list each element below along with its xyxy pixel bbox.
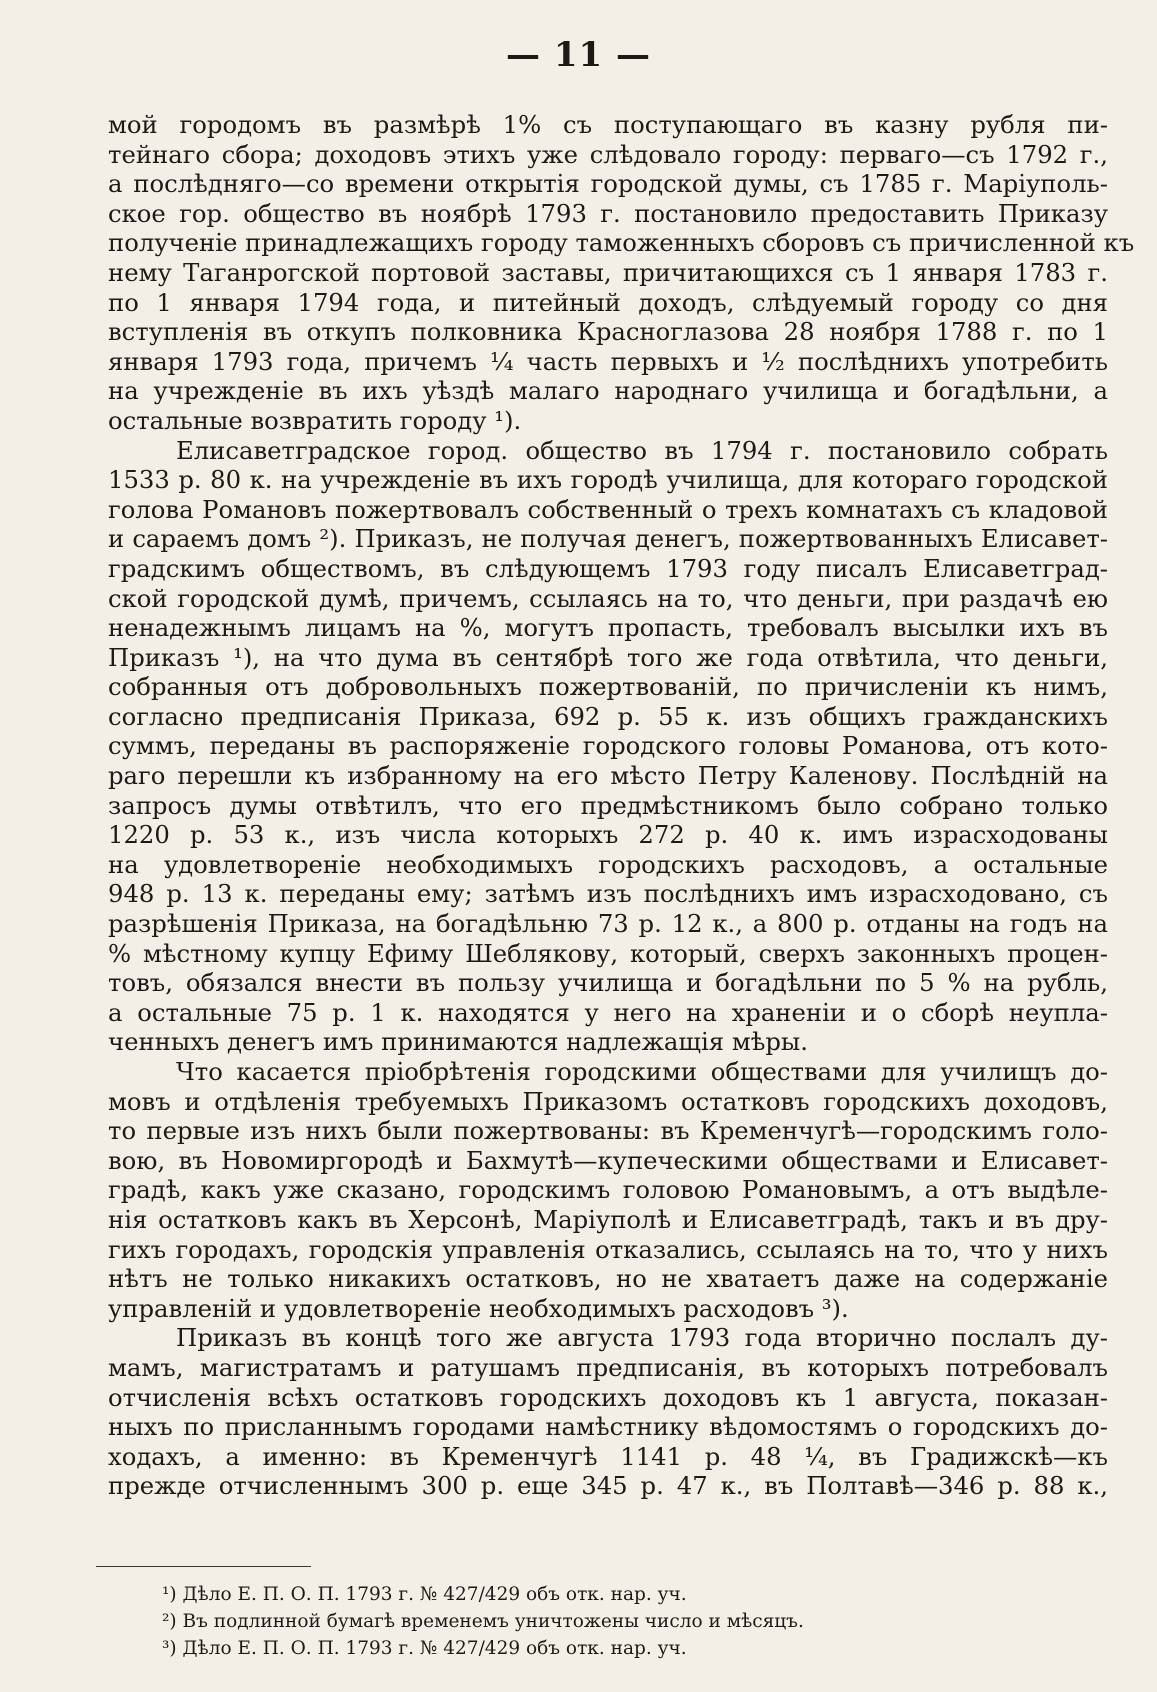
footnotes — [162, 1581, 1062, 1662]
text-line: ныхъ по присланнымъ городами намѣстнику вѣдомостямъ о городскихъ до- — [108, 1412, 1108, 1442]
footnote-1: ¹) Дѣло Е. П. О. П. 1793 г. № 427/429 объ отк. нар. уч. — [162, 1584, 687, 1605]
text-line: ходахъ, а именно: въ Кременчугѣ 1141 р. 48 ¼, въ Градижскѣ—къ — [108, 1441, 1108, 1471]
text-line: ченныхъ денегъ имъ принимаются надлежащія мѣры. — [108, 1027, 808, 1057]
text-line: голова Романовъ пожертвовалъ собственный о трехъ комнатахъ съ кладовой — [108, 494, 1108, 524]
text-line: на удовлетвореніе необходимыхъ городскихъ расходовъ, а остальные — [108, 849, 1108, 879]
paragraph-2 — [108, 436, 1108, 1057]
text-line: января 1793 года, причемъ ¼ часть первыхъ и ½ послѣднихъ употребить — [108, 346, 1108, 376]
text-line: % мѣстному купцу Ефиму Шеблякову, который, сверхъ законныхъ процен- — [108, 938, 1108, 968]
text-line: 1220 р. 53 к., изъ числа которыхъ 272 р. 40 к. имъ израсходованы — [108, 820, 1108, 850]
text-line: согласно предписанія Приказа, 692 р. 55 к. изъ общихъ гражданскихъ — [108, 701, 1108, 731]
text-line: тейнаго сбора; доходовъ этихъ уже слѣдовало городу: перваго—съ 1792 г., — [108, 139, 1108, 169]
text-line: нія остатковъ какъ въ Херсонѣ, Маріуполѣ и Елисаветградѣ, такъ и въ дру- — [108, 1204, 1108, 1234]
text-line: разрѣшенія Приказа, на богадѣльню 73 р. 12 к., а 800 р. отданы на годъ на — [108, 909, 1108, 939]
text-line: вою, въ Новомиргородѣ и Бахмутѣ—купеческими обществами и Елисавет- — [108, 1145, 1108, 1175]
text-line: 948 р. 13 к. переданы ему; затѣмъ изъ послѣднихъ имъ израсходовано, съ — [108, 879, 1108, 909]
text-line: полученіе принадлежащихъ городу таможенныхъ сборовъ съ причисленной къ — [108, 228, 1135, 258]
text-line: а остальные 75 р. 1 к. находятся у него на храненіи и о сборѣ неупла- — [108, 997, 1108, 1027]
paragraph-4 — [108, 1323, 1108, 1501]
paragraph-3 — [108, 1057, 1108, 1323]
text-line: собранныя отъ добровольныхъ пожертвованій, по причисленіи къ нимъ, — [108, 672, 1108, 702]
text-line: мовъ и отдѣленія требуемыхъ Приказомъ остатковъ городскихъ доходовъ, — [108, 1086, 1108, 1116]
text-line: запросъ думы отвѣтилъ, что его предмѣстникомъ было собрано только — [108, 790, 1108, 820]
paragraph-1 — [108, 110, 1135, 436]
text-line: градѣ, какъ уже сказано, городскимъ головою Романовымъ, а отъ выдѣле- — [108, 1175, 1108, 1205]
text-line: то первые изъ нихъ были пожертвованы: въ Кременчугѣ—городскимъ голо- — [108, 1116, 1108, 1146]
text-line: раго перешли къ избранному на его мѣсто Петру Каленову. Послѣдній на — [108, 761, 1108, 791]
text-line: 1533 р. 80 к. на учрежденіе въ ихъ городѣ училища, для котораго городской — [108, 465, 1108, 495]
footnote-2: ²) Въ подлинной бумагѣ временемъ уничтожены число и мѣсяцъ. — [162, 1611, 804, 1632]
text-line: управленій и удовлетвореніе необходимыхъ расходовъ ³). — [108, 1293, 849, 1323]
text-line: суммъ, переданы въ распоряженіе городского головы Романова, отъ кото- — [108, 731, 1108, 761]
text-line: градскимъ обществомъ, въ слѣдующемъ 1793 году писалъ Елисаветград- — [108, 553, 1108, 583]
text-line: Что касается пріобрѣтенія городскими обществами для училищъ до- — [176, 1057, 1108, 1086]
text-line: ненадежнымъ лицамъ на %, могутъ пропасть, требовалъ высылки ихъ въ — [108, 613, 1108, 643]
text-line: мамъ, магистратамъ и ратушамъ предписанія, въ которыхъ потребовалъ — [108, 1352, 1108, 1382]
footnote-3: ³) Дѣло Е. П. О. П. 1793 г. № 427/429 объ отк. нар. уч. — [162, 1638, 687, 1659]
text-line: гихъ городахъ, городскія управленія отказались, ссылаясь на то, что у нихъ — [108, 1234, 1108, 1264]
text-line: нѣтъ не только никакихъ остатковъ, но не хватаетъ даже на содержаніе — [108, 1264, 1108, 1294]
text-line: Приказъ ¹), на что дума въ сентябрѣ того же года отвѣтила, что деньги, — [108, 642, 1108, 672]
text-line: ское гор. общество въ ноябрѣ 1793 г. постановило предоставить Приказу — [108, 198, 1108, 228]
text-line: нему Таганрогской портовой заставы, причитающихся съ 1 января 1783 г. — [108, 257, 1108, 287]
text-line: и сараемъ домъ ²). Приказъ, не получая денегъ, пожертвованныхъ Елисавет- — [108, 524, 1108, 554]
footnote-divider — [96, 1566, 311, 1567]
text-line: мой городомъ въ размѣрѣ 1% съ поступающаго въ казну рубля пи- — [108, 110, 1108, 139]
text-line: Елисаветградское город. общество въ 1794 г. постановило собрать — [176, 435, 1108, 465]
text-line: ской городской думѣ, причемъ, ссылаясь на то, что деньги, при раздачѣ ею — [108, 583, 1108, 613]
text-line: остальные возвратить городу ¹). — [108, 405, 522, 435]
text-line: вступленія въ откупъ полковника Красноглазова 28 ноября 1788 г. по 1 — [108, 317, 1108, 347]
text-line: по 1 января 1794 года, и питейный доходъ, слѣдуемый городу со дня — [108, 287, 1108, 317]
page-number: — 11 — — [506, 35, 651, 75]
body-text — [108, 110, 1135, 1501]
text-line: на учрежденіе въ ихъ уѣздѣ малаго народнаго училища и богадѣльни, а — [108, 376, 1108, 406]
text-line: товъ, обязался внести въ пользу училища и богадѣльни по 5 % на рубль, — [108, 968, 1108, 998]
text-line: Приказъ въ концѣ того же августа 1793 года вторично послалъ ду- — [176, 1323, 1108, 1353]
text-line: а послѣдняго—со времени открытія городской думы, съ 1785 г. Маріуполь- — [108, 169, 1108, 199]
text-line: прежде отчисленнымъ 300 р. еще 345 р. 47 к., въ Полтавѣ—346 р. 88 к., — [108, 1471, 1108, 1501]
text-line: отчисленія всѣхъ остатковъ городскихъ доходовъ къ 1 августа, показан- — [108, 1382, 1108, 1412]
